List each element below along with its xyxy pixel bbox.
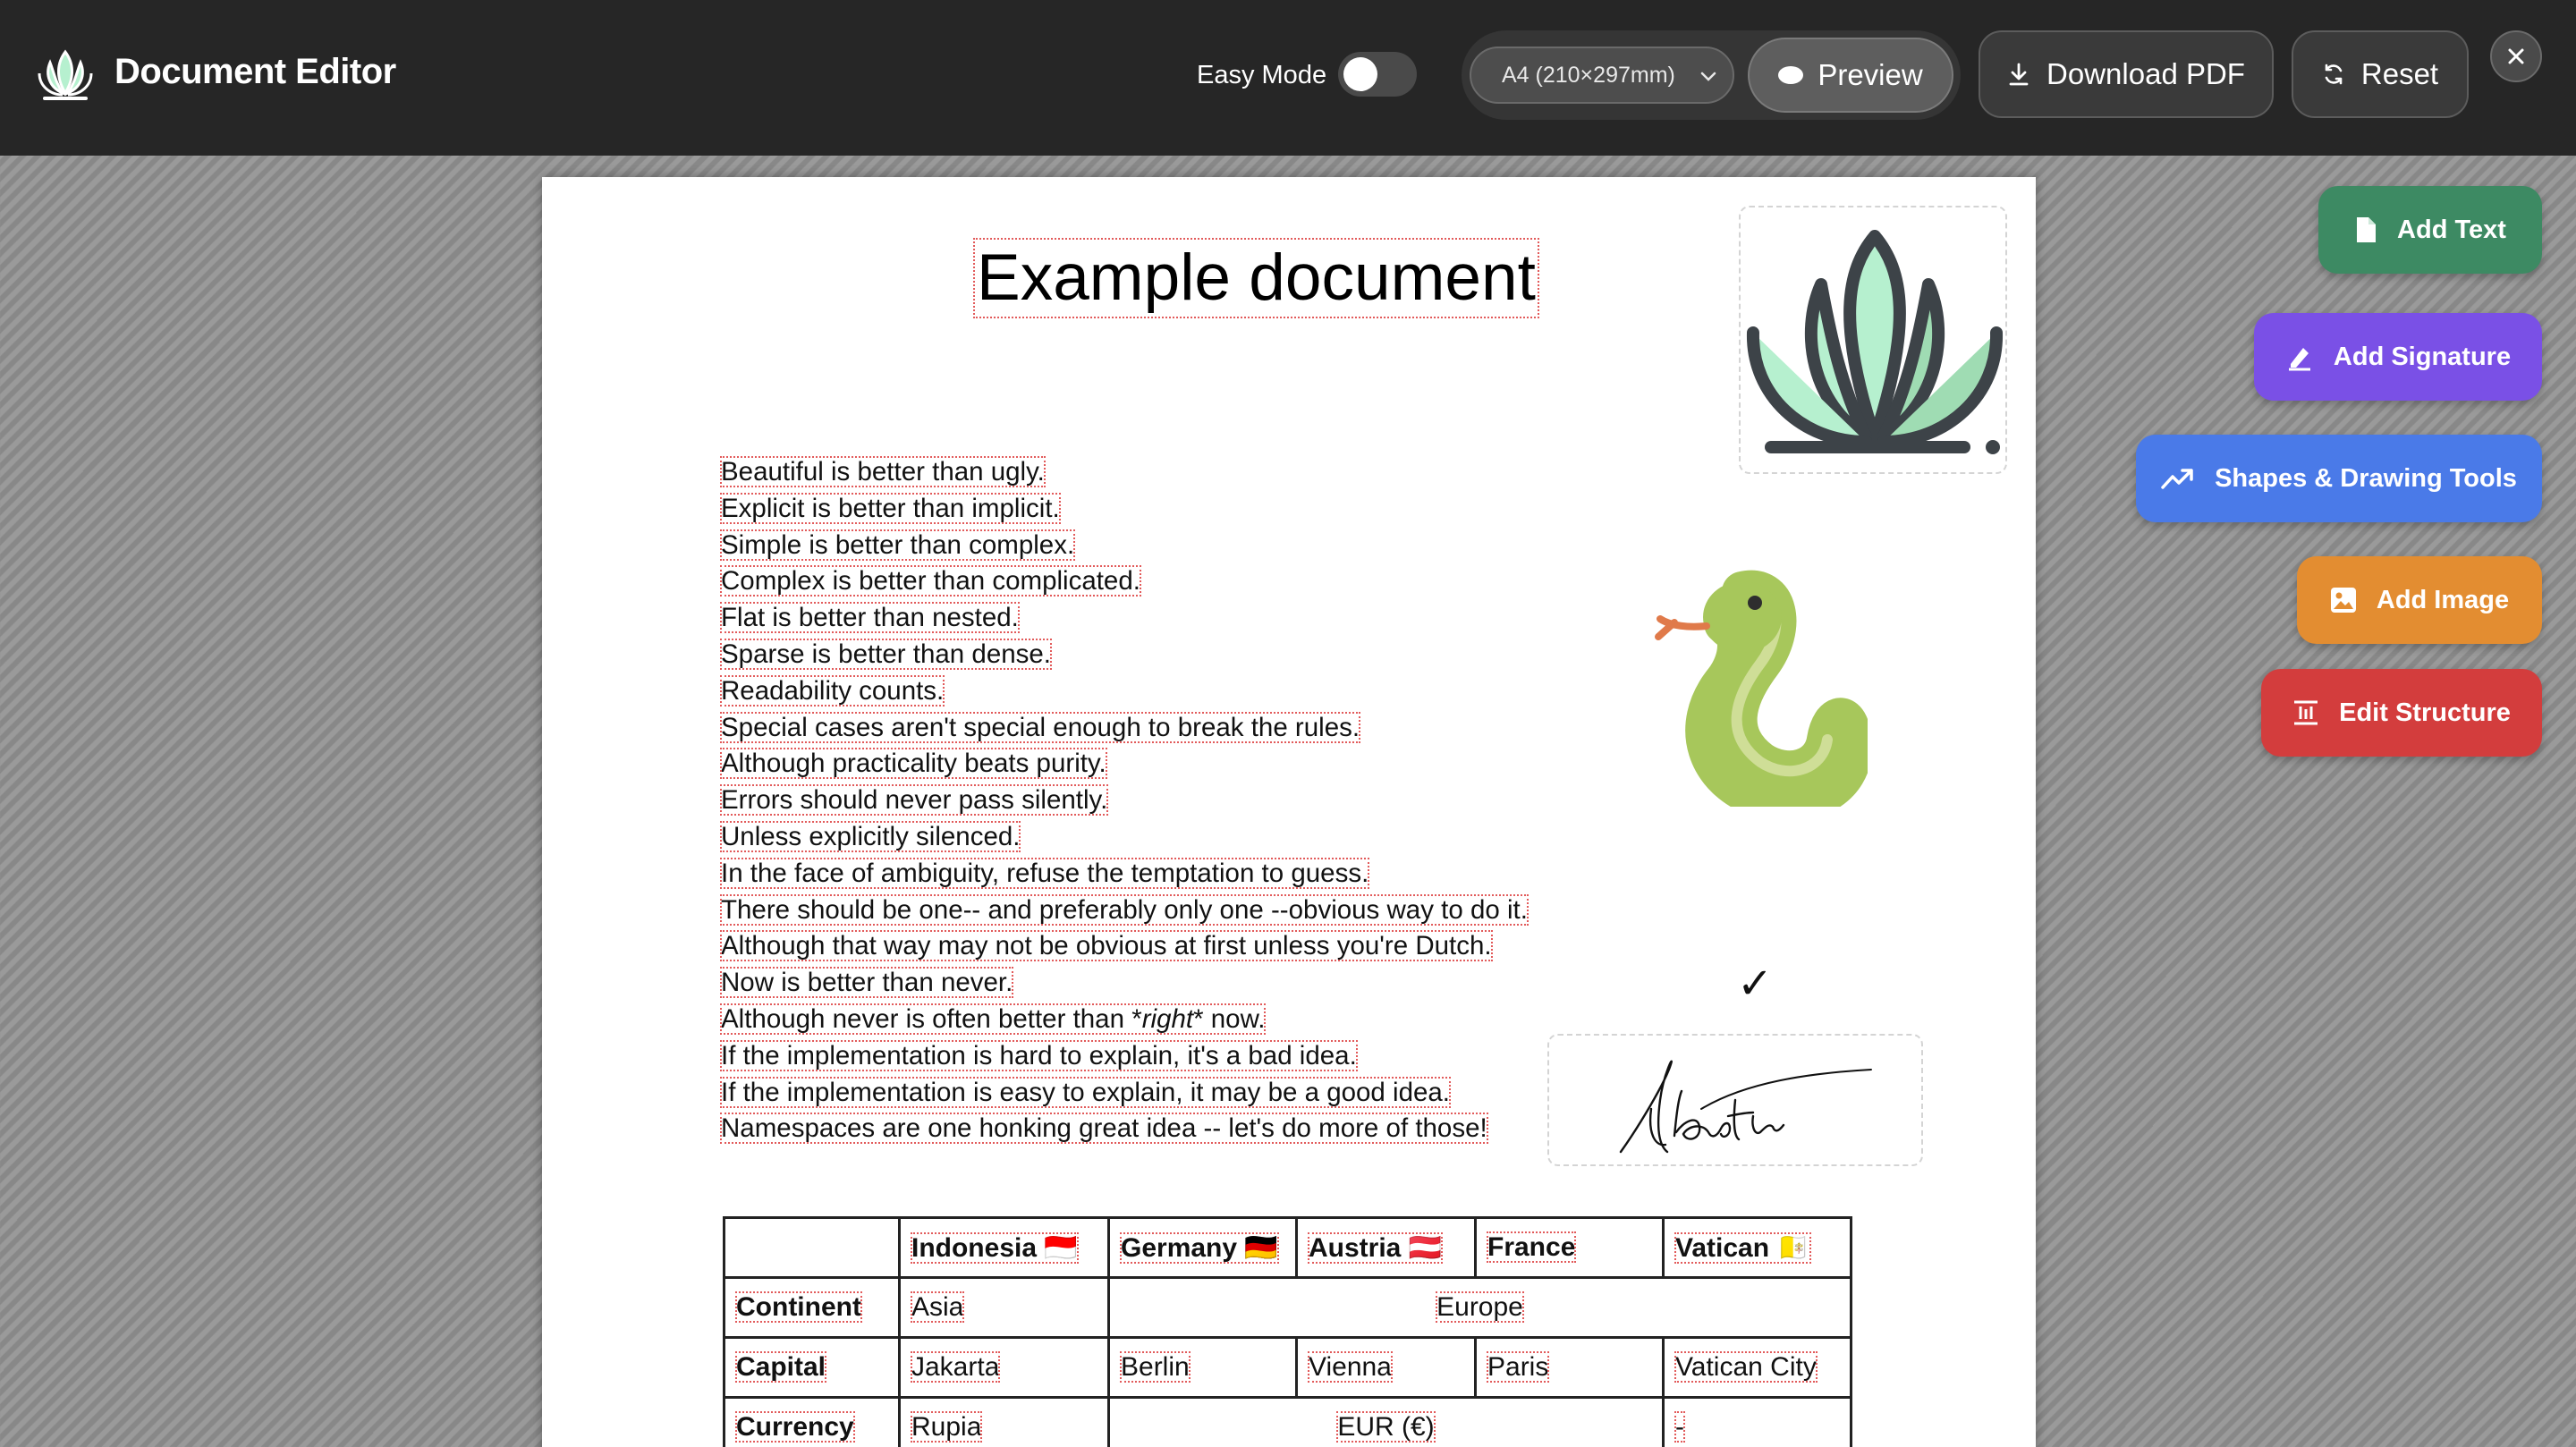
zen-line[interactable]: Although that way may not be obvious at first unless you're Dutch. bbox=[721, 931, 1492, 961]
add-image-button[interactable] bbox=[2297, 556, 2542, 644]
table-header-cell[interactable]: Indonesia 🇮🇩 bbox=[900, 1218, 1109, 1278]
table-cell[interactable]: - bbox=[1664, 1398, 1852, 1447]
download-pdf-button[interactable] bbox=[1979, 30, 2274, 118]
table-cell[interactable]: Berlin bbox=[1109, 1338, 1297, 1398]
table-row bbox=[724, 1338, 1852, 1398]
zen-line[interactable]: There should be one-- and preferably only one --obvious way to do it. bbox=[721, 894, 1528, 925]
signature-image[interactable] bbox=[1547, 1034, 1923, 1166]
zen-line[interactable]: Flat is better than nested. bbox=[721, 603, 1019, 633]
page-size-select[interactable] bbox=[1470, 47, 1734, 104]
app-header bbox=[0, 0, 2576, 156]
table-corner-cell bbox=[724, 1218, 900, 1278]
table-row bbox=[724, 1398, 1852, 1447]
zen-line[interactable]: If the implementation is hard to explain, it's a bad idea. bbox=[721, 1040, 1357, 1070]
zen-line-italic[interactable]: Although never is often better than *right* now. bbox=[721, 1003, 1266, 1034]
zen-line[interactable]: Explicit is better than implicit. bbox=[721, 493, 1060, 523]
table-row-label[interactable]: Continent bbox=[724, 1278, 900, 1338]
zen-line[interactable]: Errors should never pass silently. bbox=[721, 785, 1108, 816]
table-cell[interactable]: Rupia bbox=[900, 1398, 1109, 1447]
document-title[interactable]: Example document bbox=[975, 240, 1538, 317]
add-image-label: Add Image bbox=[2376, 585, 2510, 614]
zen-line[interactable]: Readability counts. bbox=[721, 675, 945, 706]
edit-structure-button[interactable] bbox=[2261, 669, 2542, 757]
zen-line[interactable]: Complex is better than complicated. bbox=[721, 566, 1140, 597]
toggle-knob bbox=[1343, 57, 1377, 91]
countries-table[interactable] bbox=[723, 1216, 1852, 1447]
table-cell[interactable]: EUR (€) bbox=[1109, 1398, 1664, 1447]
table-header-row bbox=[724, 1218, 1852, 1278]
table-cell[interactable]: Vienna bbox=[1297, 1338, 1476, 1398]
checkmark-mark[interactable]: ✓ bbox=[1737, 960, 1774, 1008]
page-size-value: A4 (210×297mm) bbox=[1502, 63, 1675, 88]
structure-icon bbox=[2292, 699, 2319, 726]
table-header-cell[interactable]: Vatican 🇻🇦 bbox=[1664, 1218, 1852, 1278]
reset-label: Reset bbox=[2360, 57, 2439, 90]
zen-text-block[interactable] bbox=[721, 454, 1528, 1147]
add-text-button[interactable] bbox=[2318, 186, 2542, 274]
table-cell[interactable]: Jakarta bbox=[900, 1338, 1109, 1398]
zen-line[interactable]: In the face of ambiguity, refuse the temptation to guess. bbox=[721, 858, 1369, 888]
lotus-image[interactable] bbox=[1739, 206, 2007, 474]
signature-drawing bbox=[1612, 1046, 1880, 1157]
zen-line[interactable]: If the implementation is easy to explain, it may be a good idea. bbox=[721, 1077, 1450, 1107]
preview-button[interactable] bbox=[1748, 38, 1953, 113]
shapes-tools-label: Shapes & Drawing Tools bbox=[2215, 463, 2517, 493]
zen-line[interactable]: Beautiful is better than ugly. bbox=[721, 457, 1045, 487]
zen-line[interactable]: Sparse is better than dense. bbox=[721, 639, 1051, 669]
image-icon bbox=[2330, 587, 2357, 613]
chevron-down-icon bbox=[1699, 66, 1718, 86]
table-cell[interactable]: Asia bbox=[900, 1278, 1109, 1338]
app-title: Document Editor bbox=[114, 52, 396, 91]
reset-button[interactable] bbox=[2292, 30, 2469, 118]
zen-line[interactable]: Simple is better than complex. bbox=[721, 529, 1075, 560]
zen-line[interactable]: Special cases aren't special enough to break the rules. bbox=[721, 712, 1360, 742]
add-signature-button[interactable] bbox=[2254, 313, 2542, 401]
close-button[interactable] bbox=[2490, 30, 2542, 82]
table-cell[interactable]: Paris bbox=[1476, 1338, 1664, 1398]
table-header-cell[interactable]: Austria 🇦🇹 bbox=[1297, 1218, 1476, 1278]
snake-image[interactable] bbox=[1608, 556, 1868, 807]
zen-line[interactable]: Unless explicitly silenced. bbox=[721, 821, 1021, 851]
table-header-cell[interactable]: France bbox=[1476, 1218, 1664, 1278]
table-cell[interactable]: Vatican City bbox=[1664, 1338, 1852, 1398]
trend-icon bbox=[2161, 466, 2195, 491]
eye-icon bbox=[1778, 66, 1803, 84]
easy-mode-toggle[interactable] bbox=[1338, 52, 1417, 97]
zen-line[interactable]: Now is better than never. bbox=[721, 968, 1013, 998]
download-label: Download PDF bbox=[2046, 57, 2245, 90]
zen-line[interactable]: Namespaces are one honking great idea -- let's do more of those! bbox=[721, 1113, 1487, 1144]
pen-icon bbox=[2285, 343, 2314, 371]
preview-label: Preview bbox=[1818, 58, 1923, 91]
shapes-drawing-tools-button[interactable] bbox=[2136, 435, 2542, 522]
table-row bbox=[724, 1278, 1852, 1338]
lotus-icon bbox=[1741, 207, 2009, 476]
file-icon bbox=[2354, 216, 2377, 244]
table-row-label[interactable]: Capital bbox=[724, 1338, 900, 1398]
table-cell[interactable]: Europe bbox=[1109, 1278, 1852, 1338]
edit-structure-label: Edit Structure bbox=[2339, 698, 2511, 727]
zen-line[interactable]: Although practicality beats purity. bbox=[721, 749, 1106, 779]
add-signature-label: Add Signature bbox=[2333, 342, 2512, 371]
close-icon bbox=[2506, 47, 2526, 66]
add-text-label: Add Text bbox=[2397, 215, 2506, 244]
download-icon bbox=[2007, 62, 2030, 87]
easy-mode-label: Easy Mode bbox=[1197, 61, 1327, 89]
refresh-icon bbox=[2322, 63, 2345, 86]
lotus-logo-icon bbox=[34, 47, 97, 106]
table-header-cell[interactable]: Germany 🇩🇪 bbox=[1109, 1218, 1297, 1278]
document-page[interactable] bbox=[542, 177, 2036, 1447]
table-row-label[interactable]: Currency bbox=[724, 1398, 900, 1447]
